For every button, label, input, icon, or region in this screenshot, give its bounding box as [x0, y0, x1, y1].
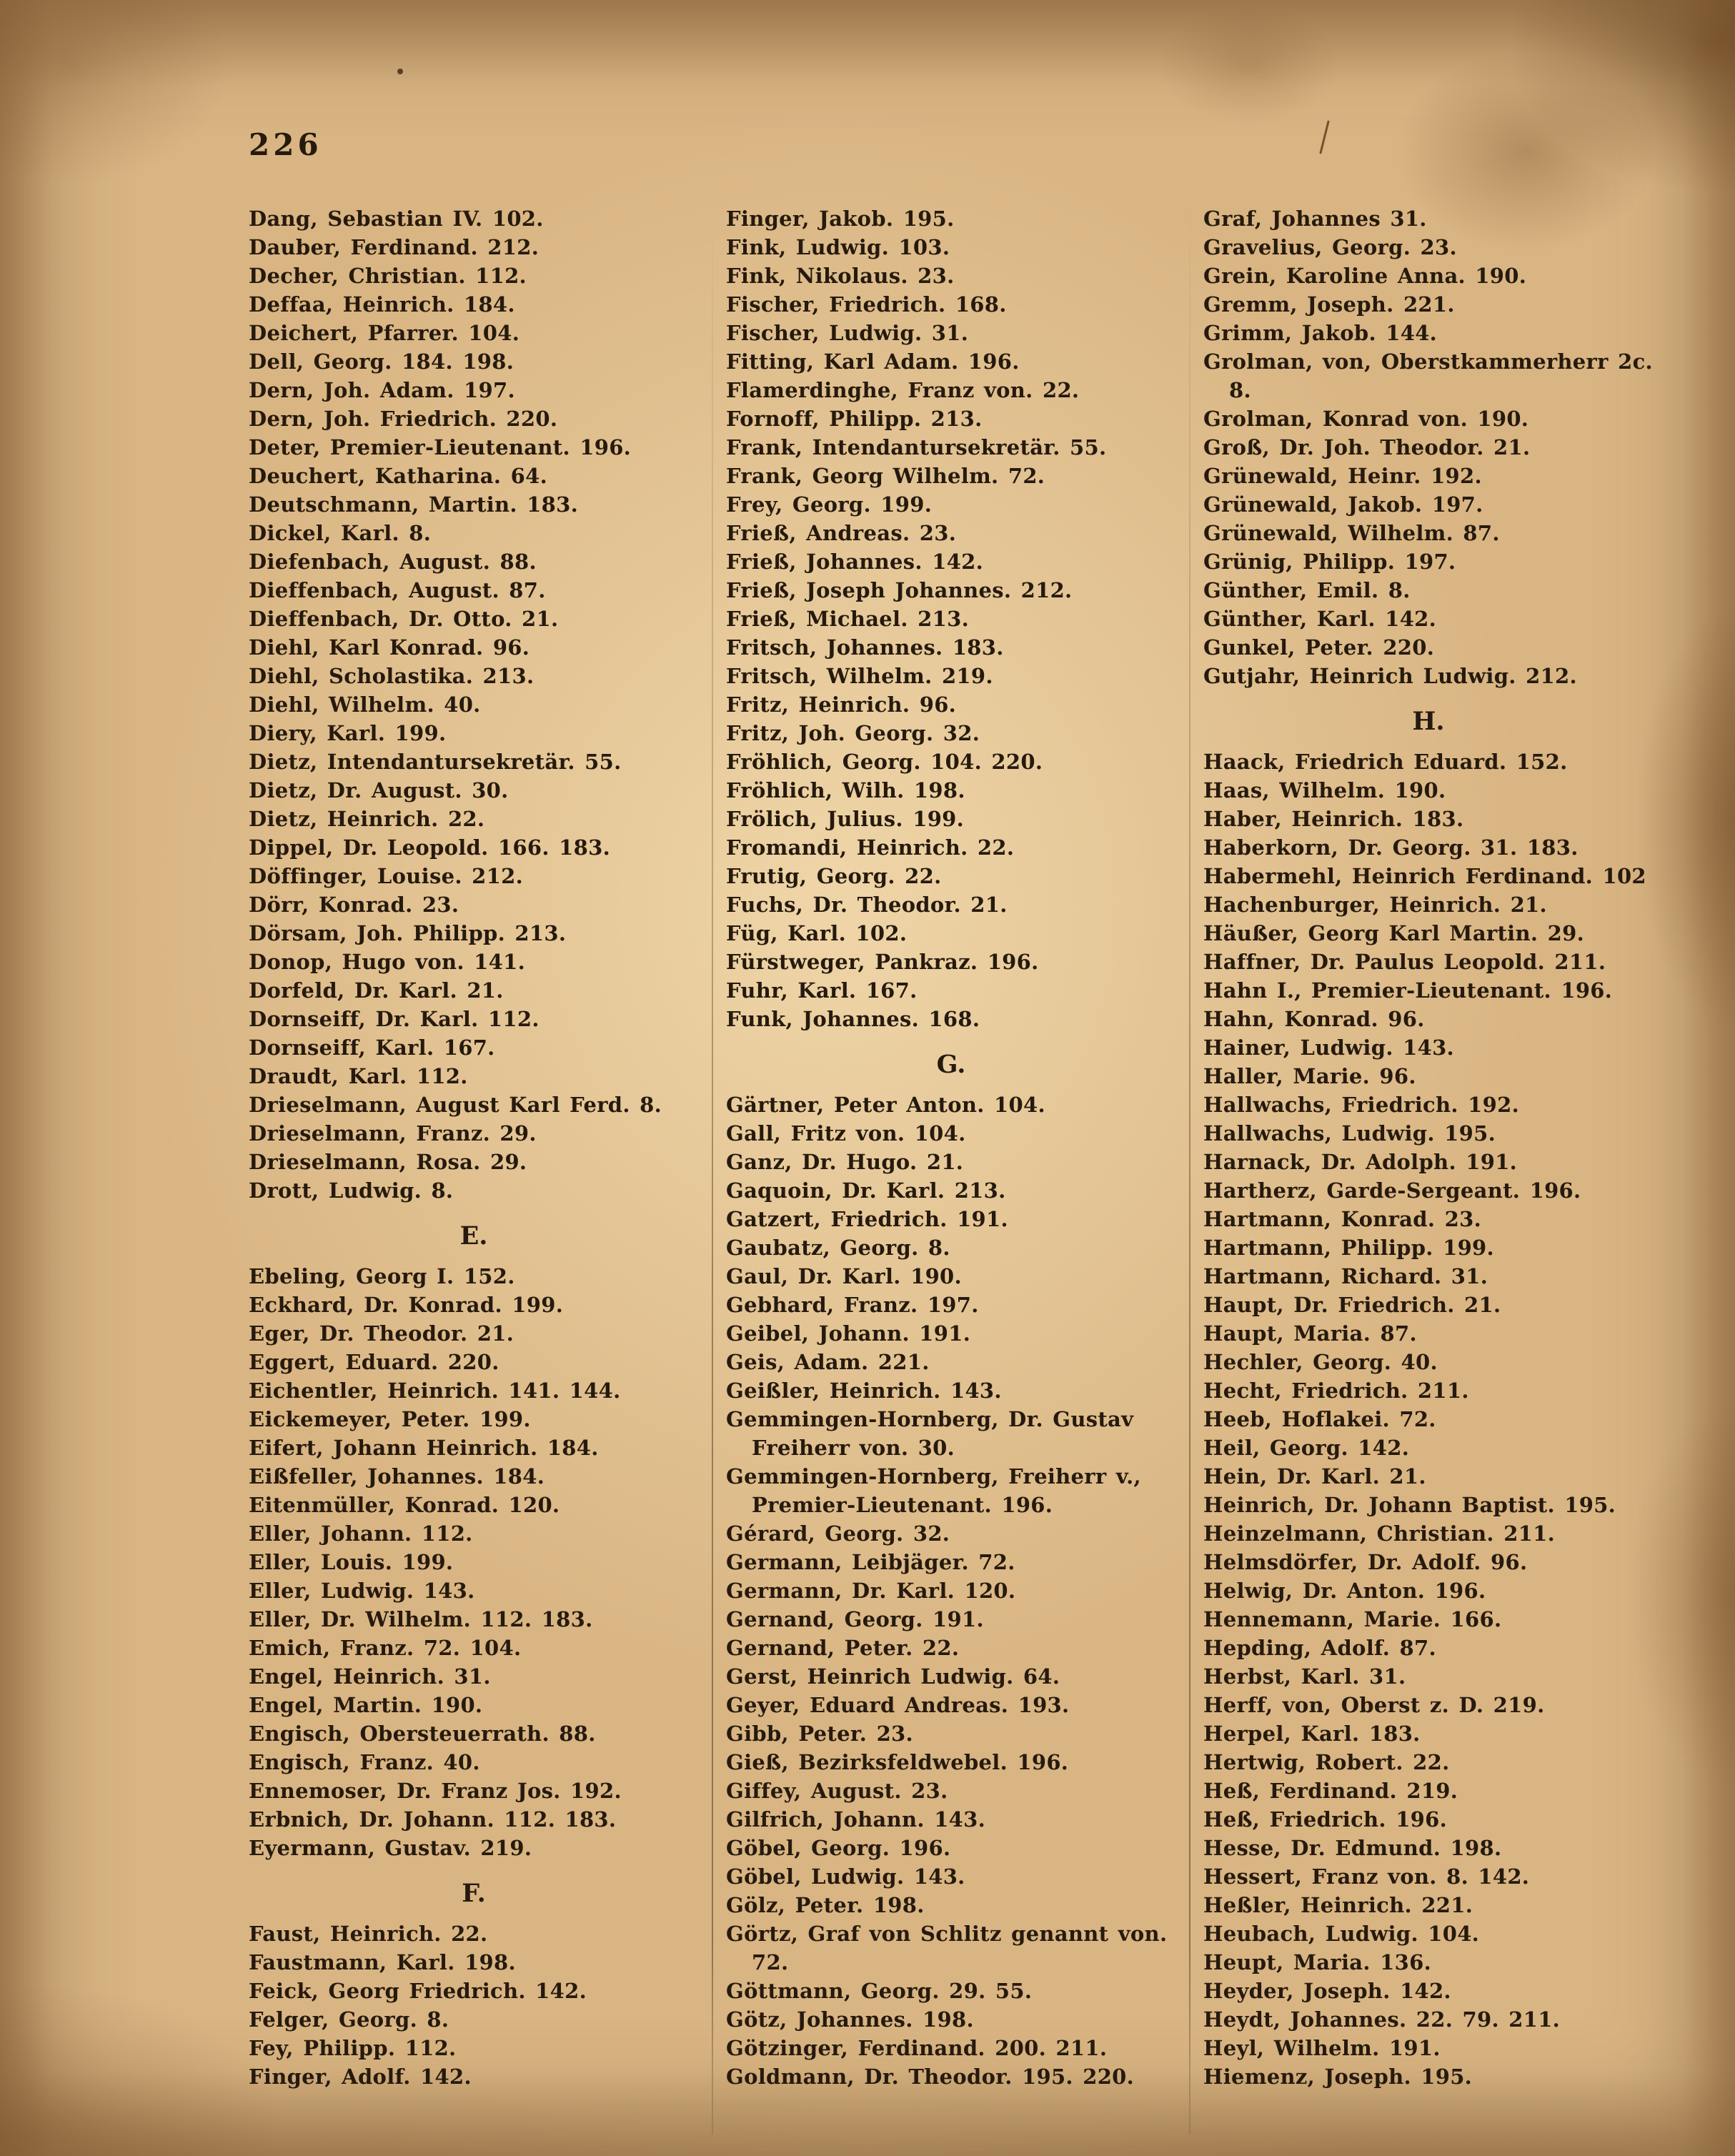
- index-entry: Dieffenbach, Dr. Otto. 21.: [249, 607, 559, 631]
- index-entry: Gernand, Georg. 191.: [726, 1607, 984, 1631]
- index-entry: Dietz, Dr. August. 30.: [249, 778, 509, 803]
- index-entry: Dippel, Dr. Leopold. 166. 183.: [249, 835, 610, 860]
- index-entry: Hiemenz, Joseph. 195.: [1203, 2065, 1473, 2089]
- index-entry: Dickel, Karl. 8.: [249, 521, 432, 545]
- index-entry: Eger, Dr. Theodor. 21.: [249, 1321, 514, 1346]
- index-entry: Heydt, Johannes. 22. 79. 211.: [1203, 2007, 1561, 2032]
- index-entry: Fey, Philipp. 112.: [249, 2036, 457, 2060]
- index-entry: Haupt, Dr. Friedrich. 21.: [1203, 1293, 1501, 1317]
- index-entry: Göbel, Georg. 196.: [726, 1836, 951, 1860]
- index-entry: Diery, Karl. 199.: [249, 721, 447, 745]
- index-entry: Gall, Fritz von. 104.: [726, 1121, 966, 1146]
- index-entry: Frieß, Michael. 213.: [726, 607, 969, 631]
- index-column-1: [236, 204, 712, 2135]
- index-entry: Eller, Johann. 112.: [249, 1521, 473, 1546]
- index-entry: Dern, Joh. Adam. 197.: [249, 378, 515, 402]
- index-entry: Gemmingen-Hornberg, Freiherr v., Premier-Lieutenant. 196.: [726, 1464, 1141, 1517]
- index-entry: Engisch, Franz. 40.: [249, 1750, 480, 1774]
- index-entry: Eggert, Eduard. 220.: [249, 1350, 499, 1374]
- index-entry: Eitenmüller, Konrad. 120.: [249, 1493, 560, 1517]
- index-entry: Dörr, Konrad. 23.: [249, 893, 459, 917]
- index-entry: Heupt, Maria. 136.: [1203, 1950, 1432, 1974]
- index-entry: Hainer, Ludwig. 143.: [1203, 1035, 1454, 1060]
- index-entry: Fuchs, Dr. Theodor. 21.: [726, 893, 1008, 917]
- index-entry: Funk, Johannes. 168.: [726, 1007, 980, 1031]
- index-entry: Gutjahr, Heinrich Ludwig. 212.: [1203, 664, 1577, 688]
- pen-mark: [1319, 120, 1330, 154]
- index-entry: Decher, Christian. 112.: [249, 264, 527, 288]
- index-entry: Frank, Georg Wilhelm. 72.: [726, 464, 1045, 488]
- index-entry: Füg, Karl. 102.: [726, 921, 908, 945]
- index-entry: Dell, Georg. 184. 198.: [249, 349, 514, 374]
- index-entry: Gaul, Dr. Karl. 190.: [726, 1264, 962, 1288]
- index-entry: Günther, Karl. 142.: [1203, 607, 1437, 631]
- index-entry: Hartmann, Philipp. 199.: [1203, 1236, 1494, 1260]
- index-entry: Hahn, Konrad. 96.: [1203, 1007, 1425, 1031]
- index-entry: Heil, Georg. 142.: [1203, 1436, 1410, 1460]
- index-entry: Herff, von, Oberst z. D. 219.: [1203, 1693, 1545, 1717]
- index-entry: Dornseiff, Karl. 167.: [249, 1035, 495, 1060]
- index-entry: Eifert, Johann Heinrich. 184.: [249, 1436, 599, 1460]
- index-entry: Goldmann, Dr. Theodor. 195. 220.: [726, 2065, 1135, 2089]
- index-entry: Frey, Georg. 199.: [726, 492, 933, 517]
- index-entry: Hartmann, Richard. 31.: [1203, 1264, 1488, 1288]
- index-entry: Diefenbach, August. 88.: [249, 550, 537, 574]
- index-entry: Erbnich, Dr. Johann. 112. 183.: [249, 1807, 617, 1832]
- index-entry: Grolman, von, Oberstkammerherr 2c. 8.: [1203, 349, 1653, 402]
- index-entry: Gerst, Heinrich Ludwig. 64.: [726, 1664, 1060, 1689]
- index-entry: Hachenburger, Heinrich. 21.: [1203, 893, 1547, 917]
- index-entry: Frölich, Julius. 199.: [726, 807, 965, 831]
- index-entry: Gravelius, Georg. 23.: [1203, 235, 1457, 259]
- index-entry: Hechler, Georg. 40.: [1203, 1350, 1438, 1374]
- index-entry: Herbst, Karl. 31.: [1203, 1664, 1406, 1689]
- index-entry: Dern, Joh. Friedrich. 220.: [249, 407, 558, 431]
- index-entry: Gaquoin, Dr. Karl. 213.: [726, 1178, 1006, 1203]
- index-entry: Fritz, Joh. Georg. 32.: [726, 721, 980, 745]
- index-entry: Ennemoser, Dr. Franz Jos. 192.: [249, 1779, 622, 1803]
- index-entry: Gieß, Bezirksfeldwebel. 196.: [726, 1750, 1069, 1774]
- index-entry: Drieselmann, August Karl Ferd. 8.: [249, 1093, 662, 1117]
- index-entry: Eller, Ludwig. 143.: [249, 1579, 475, 1603]
- index-entry: Eller, Louis. 199.: [249, 1550, 454, 1574]
- index-entry: Hallwachs, Friedrich. 192.: [1203, 1093, 1520, 1117]
- index-entry: Heeb, Hoflakei. 72.: [1203, 1407, 1436, 1431]
- index-entry: Deffaa, Heinrich. 184.: [249, 292, 515, 317]
- index-entry: Göttmann, Georg. 29. 55.: [726, 1979, 1033, 2003]
- index-entry: Dornseiff, Dr. Karl. 112.: [249, 1007, 540, 1031]
- index-entry: Gaubatz, Georg. 8.: [726, 1236, 950, 1260]
- index-entry: Hallwachs, Ludwig. 195.: [1203, 1121, 1496, 1146]
- index-entry: Gärtner, Peter Anton. 104.: [726, 1093, 1045, 1117]
- index-entry: Geibel, Johann. 191.: [726, 1321, 971, 1346]
- index-entry: Hennemann, Marie. 166.: [1203, 1607, 1502, 1631]
- index-entry: Fitting, Karl Adam. 196.: [726, 349, 1020, 374]
- index-entry: Germann, Leibjäger. 72.: [726, 1550, 1015, 1574]
- index-entry: Heßler, Heinrich. 221.: [1203, 1893, 1473, 1917]
- index-entry: Dieffenbach, August. 87.: [249, 578, 546, 602]
- index-entry: Dang, Sebastian IV. 102.: [249, 207, 544, 231]
- index-entry: Heinrich, Dr. Johann Baptist. 195.: [1203, 1493, 1616, 1517]
- index-entry: Döffinger, Louise. 212.: [249, 864, 523, 888]
- index-entry: Herpel, Karl. 183.: [1203, 1722, 1421, 1746]
- index-entry: Diehl, Scholastika. 213.: [249, 664, 535, 688]
- index-entry: Hessert, Franz von. 8. 142.: [1203, 1864, 1530, 1889]
- index-entry: Grünewald, Jakob. 197.: [1203, 492, 1483, 517]
- index-entry: Faustmann, Karl. 198.: [249, 1950, 516, 1974]
- section-header: F.: [462, 1879, 486, 1908]
- index-entry: Gatzert, Friedrich. 191.: [726, 1207, 1008, 1231]
- index-entry: Donop, Hugo von. 141.: [249, 950, 525, 974]
- index-entry: Geis, Adam. 221.: [726, 1350, 930, 1374]
- index-entry: Görtz, Graf von Schlitz genannt von. 72.: [726, 1922, 1168, 1974]
- index-entry: Fink, Ludwig. 103.: [726, 235, 950, 259]
- index-entry: Fröhlich, Georg. 104. 220.: [726, 750, 1043, 774]
- index-entry: Eckhard, Dr. Konrad. 199.: [249, 1293, 564, 1317]
- index-entry: Deutschmann, Martin. 183.: [249, 492, 578, 517]
- index-entry: Hahn I., Premier-Lieutenant. 196.: [1203, 978, 1613, 1003]
- index-entry: Diehl, Wilhelm. 40.: [249, 692, 481, 717]
- index-entry: Haack, Friedrich Eduard. 152.: [1203, 750, 1568, 774]
- index-entry: Heß, Ferdinand. 219.: [1203, 1779, 1458, 1803]
- index-entry: Günther, Emil. 8.: [1203, 578, 1411, 602]
- index-entry: Fröhlich, Wilh. 198.: [726, 778, 965, 803]
- index-entry: Eyermann, Gustav. 219.: [249, 1836, 532, 1860]
- index-entry: Drieselmann, Franz. 29.: [249, 1121, 537, 1146]
- index-entry: Drott, Ludwig. 8.: [249, 1178, 454, 1203]
- index-entry: Fornoff, Philipp. 213.: [726, 407, 983, 431]
- index-entry: Frieß, Andreas. 23.: [726, 521, 957, 545]
- index-entry: Götzinger, Ferdinand. 200. 211.: [726, 2036, 1108, 2060]
- index-entry: Eichentler, Heinrich. 141. 144.: [249, 1378, 621, 1403]
- index-entry: Grünewald, Wilhelm. 87.: [1203, 521, 1500, 545]
- index-entry: Fischer, Friedrich. 168.: [726, 292, 1007, 317]
- index-entry: Gibb, Peter. 23.: [726, 1722, 913, 1746]
- index-entry: Eickemeyer, Peter. 199.: [249, 1407, 531, 1431]
- index-column-3: [1190, 204, 1666, 2135]
- index-entry: Helwig, Dr. Anton. 196.: [1203, 1579, 1486, 1603]
- index-entry: Haller, Marie. 96.: [1203, 1064, 1416, 1088]
- index-entry: Hein, Dr. Karl. 21.: [1203, 1464, 1426, 1489]
- index-entry: Drieselmann, Rosa. 29.: [249, 1150, 527, 1174]
- index-entry: Faust, Heinrich. 22.: [249, 1922, 488, 1946]
- index-entry: Fritsch, Johannes. 183.: [726, 635, 1004, 660]
- index-entry: Hartherz, Garde-Sergeant. 196.: [1203, 1178, 1581, 1203]
- section-header: G.: [936, 1050, 966, 1079]
- index-entry: Ebeling, Georg I. 152.: [249, 1264, 515, 1288]
- index-entry: Heubach, Ludwig. 104.: [1203, 1922, 1480, 1946]
- index-entry: Diehl, Karl Konrad. 96.: [249, 635, 530, 660]
- index-entry: Gebhard, Franz. 197.: [726, 1293, 979, 1317]
- index-entry: Hesse, Dr. Edmund. 198.: [1203, 1836, 1502, 1860]
- index-entry: Dorfeld, Dr. Karl. 21.: [249, 978, 504, 1003]
- index-entry: Gernand, Peter. 22.: [726, 1636, 960, 1660]
- index-entry: Engel, Martin. 190.: [249, 1693, 483, 1717]
- index-entry: Hartmann, Konrad. 23.: [1203, 1207, 1481, 1231]
- index-entry: Dauber, Ferdinand. 212.: [249, 235, 540, 259]
- index-entry: Gremm, Joseph. 221.: [1203, 292, 1455, 317]
- index-column-2: [713, 204, 1189, 2135]
- index-entry: Hertwig, Robert. 22.: [1203, 1750, 1450, 1774]
- index-entry: Häußer, Georg Karl Martin. 29.: [1203, 921, 1585, 945]
- index-entry: Gunkel, Peter. 220.: [1203, 635, 1435, 660]
- index-columns: [236, 204, 1666, 2135]
- index-entry: Hecht, Friedrich. 211.: [1203, 1378, 1469, 1403]
- index-entry: Engisch, Obersteuerrath. 88.: [249, 1722, 596, 1746]
- index-entry: Graf, Johannes 31.: [1203, 207, 1427, 231]
- page-number: 226: [249, 127, 322, 162]
- index-entry: Helmsdörfer, Dr. Adolf. 96.: [1203, 1550, 1528, 1574]
- section-header: H.: [1412, 707, 1445, 736]
- index-entry: Fritz, Heinrich. 96.: [726, 692, 957, 717]
- index-entry: Germann, Dr. Karl. 120.: [726, 1579, 1016, 1603]
- index-entry: Ganz, Dr. Hugo. 21.: [726, 1150, 964, 1174]
- index-entry: Eißfeller, Johannes. 184.: [249, 1464, 545, 1489]
- index-entry: Eller, Dr. Wilhelm. 112. 183.: [249, 1607, 593, 1631]
- index-entry: Grolman, Konrad von. 190.: [1203, 407, 1529, 431]
- index-entry: Götz, Johannes. 198.: [726, 2007, 974, 2032]
- index-entry: Fink, Nikolaus. 23.: [726, 264, 955, 288]
- index-entry: Engel, Heinrich. 31.: [249, 1664, 491, 1689]
- index-entry: Heyder, Joseph. 142.: [1203, 1979, 1451, 2003]
- index-entry: Dörsam, Joh. Philipp. 213.: [249, 921, 567, 945]
- index-entry: Feick, Georg Friedrich. 142.: [249, 1979, 587, 2003]
- index-entry: Gölz, Peter. 198.: [726, 1893, 925, 1917]
- index-entry: Heinzelmann, Christian. 211.: [1203, 1521, 1556, 1546]
- index-entry: Haffner, Dr. Paulus Leopold. 211.: [1203, 950, 1606, 974]
- index-entry: Flamerdinghe, Franz von. 22.: [726, 378, 1080, 402]
- index-entry: Fischer, Ludwig. 31.: [726, 321, 969, 345]
- index-entry: Haberkorn, Dr. Georg. 31. 183.: [1203, 835, 1579, 860]
- index-entry: Giffey, August. 23.: [726, 1779, 948, 1803]
- index-entry: Geißler, Heinrich. 143.: [726, 1378, 1002, 1403]
- index-entry: Draudt, Karl. 112.: [249, 1064, 468, 1088]
- index-entry: Gemmingen-Hornberg, Dr. Gustav Freiherr von. 30.: [726, 1407, 1134, 1460]
- index-entry: Habermehl, Heinrich Ferdinand. 102: [1203, 864, 1646, 888]
- index-entry: Gérard, Georg. 32.: [726, 1521, 950, 1546]
- index-entry: Grünewald, Heinr. 192.: [1203, 464, 1482, 488]
- index-entry: Deter, Premier-Lieutenant. 196.: [249, 435, 632, 459]
- index-entry: Dietz, Heinrich. 22.: [249, 807, 485, 831]
- index-entry: Frieß, Johannes. 142.: [726, 550, 984, 574]
- index-entry: Gilfrich, Johann. 143.: [726, 1807, 986, 1832]
- index-entry: Frutig, Georg. 22.: [726, 864, 942, 888]
- index-entry: Fritsch, Wilhelm. 219.: [726, 664, 993, 688]
- index-entry: Emich, Franz. 72. 104.: [249, 1636, 522, 1660]
- index-entry: Frank, Intendantursekretär. 55.: [726, 435, 1107, 459]
- index-entry: Göbel, Ludwig. 143.: [726, 1864, 965, 1889]
- index-entry: Harnack, Dr. Adolph. 191.: [1203, 1150, 1518, 1174]
- index-entry: Fürstweger, Pankraz. 196.: [726, 950, 1039, 974]
- index-entry: Felger, Georg. 8.: [249, 2007, 449, 2032]
- index-entry: Finger, Jakob. 195.: [726, 207, 955, 231]
- ink-dot-mark: [397, 69, 403, 74]
- index-entry: Finger, Adolf. 142.: [249, 2065, 472, 2089]
- index-entry: Grein, Karoline Anna. 190.: [1203, 264, 1527, 288]
- index-entry: Deichert, Pfarrer. 104.: [249, 321, 520, 345]
- index-entry: Groß, Dr. Joh. Theodor. 21.: [1203, 435, 1531, 459]
- index-entry: Grünig, Philipp. 197.: [1203, 550, 1456, 574]
- section-header: E.: [459, 1221, 488, 1251]
- index-entry: Haupt, Maria. 87.: [1203, 1321, 1417, 1346]
- index-entry: Hepding, Adolf. 87.: [1203, 1636, 1436, 1660]
- index-entry: Grimm, Jakob. 144.: [1203, 321, 1438, 345]
- index-entry: Fuhr, Karl. 167.: [726, 978, 918, 1003]
- index-entry: Heyl, Wilhelm. 191.: [1203, 2036, 1441, 2060]
- index-entry: Haas, Wilhelm. 190.: [1203, 778, 1446, 803]
- index-entry: Haber, Heinrich. 183.: [1203, 807, 1464, 831]
- index-entry: Heß, Friedrich. 196.: [1203, 1807, 1448, 1832]
- index-entry: Deuchert, Katharina. 64.: [249, 464, 548, 488]
- index-entry: Fromandi, Heinrich. 22.: [726, 835, 1015, 860]
- index-entry: Frieß, Joseph Johannes. 212.: [726, 578, 1073, 602]
- index-entry: Dietz, Intendantursekretär. 55.: [249, 750, 622, 774]
- index-entry: Geyer, Eduard Andreas. 193.: [726, 1693, 1070, 1717]
